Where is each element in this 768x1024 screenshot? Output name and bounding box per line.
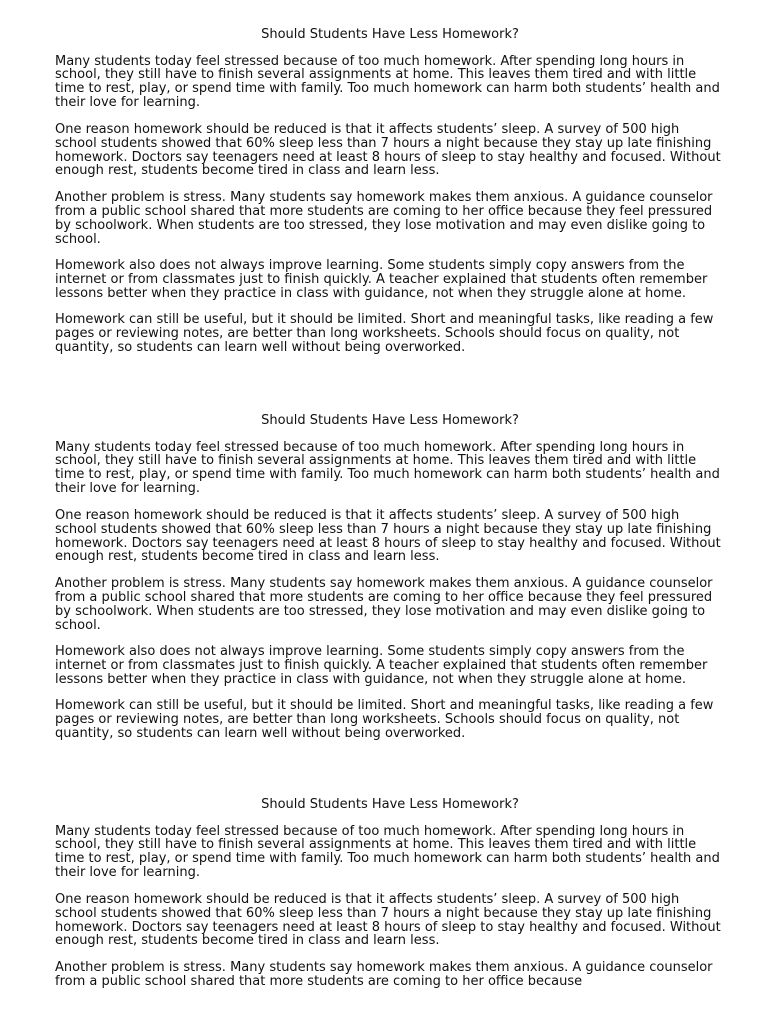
essay-paragraph: One reason homework should be reduced is that it affects students’ sleep. A survey of 500 high school students showed that 60% sleep less than 7 hours a night because they stay up late finishing homework. Doctors say teenagers need at least 8 hours of sleep to stay healthy and focused. Without enough rest, students become tired in class and learn less.: [55, 507, 721, 565]
essay-title: Should Students Have Less Homework?: [261, 27, 519, 42]
essay-paragraph: Many students today feel stressed because of too much homework. After spending long hours in school, they still have to finish several assignments at home. This leaves them tired and with little time to rest, play, or spend time with family. Too much homework can harm both students’ health and their love for learning.: [55, 53, 720, 111]
essay-paragraph: One reason homework should be reduced is that it affects students’ sleep. A survey of 500 high school students showed that 60% sleep less than 7 hours a night because they stay up late finishing homework. Doctors say teenagers need at least 8 hours of sleep to stay healthy and focused. Without enough rest, students become tired in class and learn less.: [55, 121, 721, 179]
essay-paragraph: Homework can still be useful, but it should be limited. Short and meaningful tasks, like reading a few pages or reviewing notes, are better than long worksheets. Schools should focus on quality, not quantity, so students can learn well without being overworked.: [55, 312, 714, 356]
essay-paragraph: Homework can still be useful, but it should be limited. Short and meaningful tasks, like reading a few pages or reviewing notes, are better than long worksheets. Schools should focus on quality, not quantity, so students can learn well without being overworked.: [55, 698, 714, 742]
essay-paragraph: Another problem is stress. Many students say homework makes them anxious. A guidance counselor from a public school shared that more students are coming to her office because: [55, 959, 713, 989]
essay-copy-1: [55, 28, 725, 368]
essay-paragraph: Many students today feel stressed because of too much homework. After spending long hours in school, they still have to finish several assignments at home. This leaves them tired and with little time to rest, play, or spend time with family. Too much homework can harm both students’ health and their love for learning.: [55, 439, 720, 497]
essay-paragraph: Another problem is stress. Many students say homework makes them anxious. A guidance counselor from a public school shared that more students are coming to her office because they feel pressured by schoolwork. When students are too stressed, they lose motivation and may even dislike going to school.: [55, 189, 713, 247]
essay-title: Should Students Have Less Homework?: [261, 797, 519, 812]
essay-title: Should Students Have Less Homework?: [261, 413, 519, 428]
essay-paragraph: One reason homework should be reduced is that it affects students’ sleep. A survey of 500 high school students showed that 60% sleep less than 7 hours a night because they stay up late finishing homework. Doctors say teenagers need at least 8 hours of sleep to stay healthy and focused. Without enough rest, students become tired in class and learn less.: [55, 891, 721, 949]
essay-paragraph: Homework also does not always improve learning. Some students simply copy answers from the internet or from classmates just to finish quickly. A teacher explained that students often remember lessons better when they practice in class with guidance, not when they struggle alone at home.: [55, 644, 708, 687]
essay-paragraph: Homework also does not always improve learning. Some students simply copy answers from the internet or from classmates just to finish quickly. A teacher explained that students often remember lessons better when they practice in class with guidance, not when they struggle alone at home.: [55, 258, 708, 301]
essay-paragraph: Another problem is stress. Many students say homework makes them anxious. A guidance counselor from a public school shared that more students are coming to her office because they feel pressured by schoolwork. When students are too stressed, they lose motivation and may even dislike going to school.: [55, 575, 713, 633]
essay-copy-3: [55, 798, 725, 1001]
essay-paragraph: Many students today feel stressed because of too much homework. After spending long hours in school, they still have to finish several assignments at home. This leaves them tired and with little time to rest, play, or spend time with family. Too much homework can harm both students’ health and their love for learning.: [55, 823, 720, 881]
essay-copy-2: [55, 414, 725, 754]
